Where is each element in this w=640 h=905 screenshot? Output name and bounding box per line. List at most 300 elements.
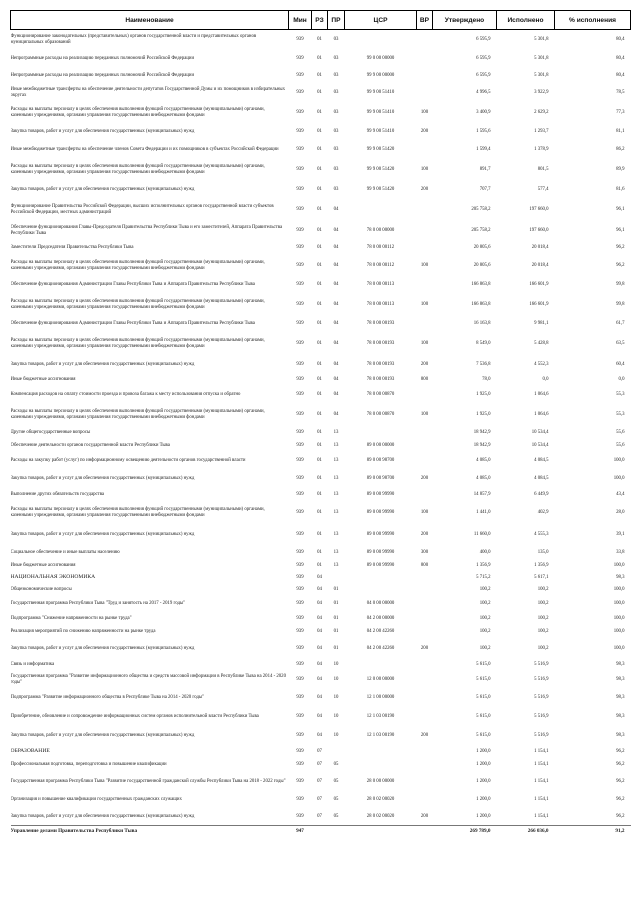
- row-vr: [417, 386, 433, 404]
- row-csr: 89 0 00 99990: [366, 563, 395, 569]
- table-row: [11, 640, 631, 659]
- row-name: Закупка товаров, работ и услуг для обеспечения государственных (муниципальных) нужд: [10, 732, 195, 738]
- row-pr: 13: [333, 476, 339, 482]
- row-vr: [417, 746, 433, 758]
- row-rz: 04: [317, 662, 322, 668]
- table-row: [11, 241, 631, 255]
- row-min: 947: [289, 826, 312, 838]
- row-approved: 4 996,5: [476, 90, 491, 96]
- row-csr: [345, 199, 417, 221]
- budget-execution-sheet: [10, 10, 630, 838]
- row-csr: [345, 826, 417, 838]
- row-min: 939: [296, 476, 304, 482]
- row-pr: 13: [333, 532, 339, 538]
- row-approved: 100,2: [479, 601, 491, 607]
- row-min: 939: [296, 646, 304, 652]
- row-min: 939: [296, 340, 304, 346]
- table-row: [11, 440, 631, 453]
- row-name: Подпрограмма "Снижение напряженности на рынке труда": [10, 615, 132, 621]
- row-executed: 5 516,9: [534, 677, 549, 683]
- col-header-percent: % исполнения: [555, 11, 631, 30]
- row-pr: 01: [333, 615, 339, 621]
- row-min: 939: [296, 532, 304, 538]
- row-pr: 13: [333, 509, 339, 515]
- table-row: [11, 102, 631, 124]
- table-row: [11, 758, 631, 773]
- row-pr: 10: [333, 662, 339, 668]
- row-rz: 01: [317, 55, 322, 61]
- row-name: Обеспечение функционирования Главы-Председателя Правительства Республики Тыва и его заместителей, Аппарата Правительства Республики Тыва: [10, 224, 283, 236]
- row-pr: 05: [333, 796, 339, 802]
- row-percent: 100,0: [613, 476, 625, 482]
- table-row: [11, 124, 631, 141]
- row-executed: 3 922,9: [534, 90, 549, 96]
- table-row: [11, 791, 631, 809]
- row-approved: 14 857,9: [473, 492, 491, 498]
- row-pr: 04: [333, 244, 339, 250]
- row-executed: 1 154,1: [534, 778, 549, 784]
- row-csr: 99 9 00 51420: [366, 146, 395, 152]
- table-row: [11, 809, 631, 826]
- row-min: 939: [296, 563, 304, 569]
- row-executed: 1 154,1: [534, 762, 549, 768]
- row-csr: 12 1 03 00190: [366, 732, 395, 738]
- row-pr: 03: [333, 129, 339, 135]
- row-name: Подпрограмма "Развитие информационного общества в Республике Тыва на 2014 - 2020 годы": [10, 695, 205, 701]
- row-approved: 100,2: [479, 586, 491, 592]
- row-csr: [345, 659, 417, 672]
- row-min: 939: [296, 73, 304, 79]
- row-vr: [417, 672, 433, 689]
- row-executed: 5 516,9: [534, 662, 549, 668]
- row-min: 939: [296, 90, 304, 96]
- row-executed: 197 660,0: [529, 227, 549, 233]
- row-pr: [328, 826, 345, 838]
- row-min: 939: [296, 244, 304, 250]
- row-vr: 100: [420, 340, 429, 346]
- table-row: [11, 141, 631, 159]
- row-pr: 10: [333, 677, 339, 683]
- row-min: 939: [296, 227, 304, 233]
- row-vr: [417, 85, 433, 102]
- row-csr: 78 0 00 00870: [366, 411, 395, 417]
- row-min: 939: [296, 748, 304, 754]
- row-csr: 78 0 00 00193: [366, 377, 395, 383]
- row-min: 939: [296, 109, 304, 115]
- row-name: Закупка товаров, работ и услуг для обеспечения государственных (муниципальных) нужд: [10, 186, 195, 192]
- row-name: Закупка товаров, работ и услуг для обеспечения государственных (муниципальных) нужд: [10, 476, 195, 482]
- row-pr: 01: [333, 646, 339, 652]
- row-name: Заместители Председателя Правительства Республики Тыва: [10, 244, 134, 250]
- col-header-rz: РЗ: [312, 11, 328, 30]
- row-csr: 89 0 00 00000: [366, 443, 395, 449]
- row-name: Профессиональная подготовка, переподготовка и повышение квалификации: [10, 762, 167, 768]
- row-percent: 55,6: [616, 443, 625, 449]
- row-name: Иные межбюджетные трансферты на обеспечение членов Совета Федерации и их помощников в субъектах Российской Федерации: [10, 146, 279, 152]
- row-rz: 01: [317, 411, 322, 417]
- row-executed: 4 552,3: [534, 361, 549, 367]
- row-executed: 5 301,8: [534, 73, 549, 79]
- table-row: [11, 524, 631, 547]
- table-row: [11, 277, 631, 294]
- row-percent: 86,2: [616, 146, 625, 152]
- row-rz: 04: [317, 575, 322, 581]
- row-executed: 20 018,4: [531, 262, 549, 268]
- row-pr: 03: [333, 146, 339, 152]
- row-min: 939: [296, 629, 304, 635]
- row-executed: 801,5: [537, 166, 549, 172]
- row-approved: 18 942,9: [473, 429, 491, 435]
- row-approved: 5 615,0: [476, 695, 491, 701]
- row-percent: 98,3: [616, 695, 625, 701]
- row-approved: 1 599,4: [476, 146, 491, 152]
- row-approved: 1 200,0: [476, 813, 491, 819]
- row-executed: 1 154,1: [534, 796, 549, 802]
- row-percent: 0,0: [618, 377, 625, 383]
- row-pr: 04: [333, 391, 339, 397]
- row-rz: 01: [317, 458, 322, 464]
- row-min: 939: [296, 615, 304, 621]
- row-approved: 205 758,2: [471, 227, 491, 233]
- row-csr: [345, 584, 417, 596]
- row-rz: 01: [317, 377, 322, 383]
- row-percent: 98,3: [616, 713, 625, 719]
- row-vr: [417, 221, 433, 241]
- row-min: 939: [296, 129, 304, 135]
- row-name: Организация и повышение квалификации государственных гражданских служащих: [10, 796, 182, 802]
- row-vr: [417, 141, 433, 159]
- budget-table: [10, 10, 631, 838]
- row-name: Расходы на выплаты персоналу в целях обеспечения выполнения функций государственными (муниципальными) органами, казенными учреждениями, органами управления государственными внебюджетными фондами: [10, 163, 265, 175]
- row-pr: 01: [333, 586, 339, 592]
- row-min: 939: [296, 321, 304, 327]
- row-executed: 5 516,9: [534, 695, 549, 701]
- row-executed: 1 293,7: [534, 129, 549, 135]
- row-percent: 78,5: [616, 90, 625, 96]
- row-name: Обеспечение функционирования Администрации Главы Республики Тыва и Аппарата Правительства Республики Тыва: [10, 321, 255, 327]
- row-min: 939: [296, 443, 304, 449]
- row-min: 939: [296, 732, 304, 738]
- row-rz: 04: [317, 629, 322, 635]
- row-pr: 04: [333, 361, 339, 367]
- table-row: [11, 613, 631, 625]
- row-min: 939: [296, 282, 304, 288]
- row-min: 939: [296, 796, 304, 802]
- row-name: Расходы на выплаты персоналу в целях обеспечения выполнения функций государственными (муниципальными) органами, казенными учреждениями, органами управления государственными внебюджетными фондами: [10, 408, 265, 420]
- row-vr: 200: [420, 813, 429, 819]
- row-approved: 20 805,6: [473, 244, 491, 250]
- row-vr: 100: [420, 109, 429, 115]
- row-csr: 04 0 00 00000: [366, 601, 395, 607]
- row-csr: 99 9 00 51410: [366, 90, 395, 96]
- row-csr: 28 0 02 00020: [366, 813, 395, 819]
- row-rz: 01: [317, 550, 322, 556]
- row-min: 939: [296, 586, 304, 592]
- row-percent: 55,3: [616, 391, 625, 397]
- row-rz: 07: [317, 778, 322, 784]
- row-csr: 89 0 00 99990: [366, 509, 395, 515]
- row-approved: 1 925,0: [476, 411, 491, 417]
- row-name: Иные бюджетные ассигнования: [10, 377, 76, 383]
- row-csr: 89 0 00 99990: [366, 550, 395, 556]
- table-row: [11, 659, 631, 672]
- row-rz: 01: [317, 492, 322, 498]
- col-header-pr: ПР: [328, 11, 345, 30]
- row-approved: 100,2: [479, 646, 491, 652]
- table-row: [11, 625, 631, 640]
- row-executed: 100,2: [537, 646, 549, 652]
- row-percent: 99,8: [616, 301, 625, 307]
- row-approved: 100,2: [479, 615, 491, 621]
- table-row: [11, 584, 631, 596]
- row-min: 939: [296, 695, 304, 701]
- row-pr: 13: [333, 458, 339, 464]
- row-min: 939: [296, 411, 304, 417]
- table-row: [11, 316, 631, 333]
- row-min: 939: [296, 361, 304, 367]
- row-vr: [417, 573, 433, 584]
- row-min: 939: [296, 262, 304, 268]
- row-approved: 1 441,0: [476, 509, 491, 515]
- row-vr: [417, 708, 433, 726]
- row-min: 939: [296, 206, 304, 212]
- row-min: 939: [296, 166, 304, 172]
- row-vr: [417, 659, 433, 672]
- row-pr: 13: [333, 429, 339, 435]
- row-csr: 99 9 00 51420: [366, 186, 395, 192]
- row-name: Функционирование Правительства Российской Федерации, высших исполнительных органов государственной власти субъектов Российской Федерации, местных администраций: [10, 203, 274, 215]
- row-rz: 01: [317, 532, 322, 538]
- row-percent: 63,5: [616, 340, 625, 346]
- row-percent: 33,8: [616, 550, 625, 556]
- row-rz: 01: [317, 166, 322, 172]
- row-executed: 5 428,8: [534, 340, 549, 346]
- row-vr: 100: [420, 301, 429, 307]
- row-executed: 577,4: [537, 186, 549, 192]
- row-executed: 266 036,0: [497, 826, 555, 838]
- col-header-vr: ВР: [417, 11, 433, 30]
- row-name: Иные бюджетные ассигнования: [10, 563, 76, 569]
- row-pr: 04: [333, 206, 339, 212]
- row-vr: [417, 758, 433, 773]
- table-row: [11, 159, 631, 181]
- row-rz: 01: [317, 476, 322, 482]
- row-approved: 166 863,8: [471, 301, 491, 307]
- row-executed: 4 555,3: [534, 532, 549, 538]
- row-approved: 100,2: [479, 629, 491, 635]
- row-name: Непрограммные расходы на реализацию переданных полномочий Российской Федерации: [10, 55, 195, 61]
- table-row: [11, 375, 631, 386]
- row-vr: 300: [420, 550, 429, 556]
- row-pr: 01: [333, 629, 339, 635]
- row-pr: 13: [333, 563, 339, 569]
- col-header-csr: ЦСР: [345, 11, 417, 30]
- row-vr: 200: [420, 732, 429, 738]
- row-approved: 1 200,0: [476, 796, 491, 802]
- row-pr: 10: [333, 713, 339, 719]
- row-min: 939: [296, 762, 304, 768]
- row-approved: 6 595,9: [476, 36, 491, 42]
- row-min: 939: [296, 575, 304, 581]
- table-body: [11, 30, 631, 838]
- row-pr: 03: [333, 166, 339, 172]
- row-name: Компенсация расходов на оплату стоимости проезда и провоза багажа к месту использования отпуска и обратно: [10, 391, 241, 397]
- row-min: 939: [296, 377, 304, 383]
- table-row: [11, 386, 631, 404]
- row-vr: 800: [420, 563, 429, 569]
- row-min: 939: [296, 55, 304, 61]
- row-approved: 1 925,0: [476, 391, 491, 397]
- row-executed: 5 516,9: [534, 713, 549, 719]
- row-vr: 100: [420, 411, 429, 417]
- row-executed: 1 064,6: [534, 391, 549, 397]
- row-vr: [417, 277, 433, 294]
- row-pr: 05: [333, 762, 339, 768]
- row-percent: 89,9: [616, 166, 625, 172]
- row-percent: 96,2: [616, 778, 625, 784]
- row-name: Расходы на выплаты персоналу в целях обеспечения выполнения функций государственными (муниципальными) органами, казенными учреждениями, органами управления государственными внебюджетными фондами: [10, 506, 265, 518]
- row-vr: 200: [420, 361, 429, 367]
- row-executed: 100,2: [537, 586, 549, 592]
- col-header-min: Мин: [289, 11, 312, 30]
- table-row: [11, 708, 631, 726]
- row-rz: 01: [317, 262, 322, 268]
- row-percent: 99,8: [616, 282, 625, 288]
- row-percent: 61,7: [616, 321, 625, 327]
- row-pr: 04: [333, 301, 339, 307]
- row-rz: 01: [317, 361, 322, 367]
- row-executed: 5 301,8: [534, 36, 549, 42]
- row-percent: 96,2: [616, 813, 625, 819]
- row-rz: 01: [317, 429, 322, 435]
- row-name: Расходы на выплаты персоналу в целях обеспечения выполнения функций государственными (муниципальными) органами, казенными учреждениями, органами управления государственными внебюджетными фондами: [10, 337, 265, 349]
- row-vr: [417, 584, 433, 596]
- row-executed: 6 449,9: [534, 492, 549, 498]
- row-name: Функционирование законодательных (представительных) органов государственной власти и представительных органов муниципальных образований: [10, 34, 257, 45]
- row-percent: 77,3: [616, 109, 625, 115]
- row-vr: [417, 199, 433, 221]
- row-executed: 0,0: [542, 377, 549, 383]
- table-row: [11, 726, 631, 746]
- table-row: [11, 689, 631, 708]
- row-csr: [345, 30, 417, 50]
- row-executed: 166 601,9: [529, 301, 549, 307]
- row-name: Управление делами Правительства Республики Тыва: [11, 826, 289, 838]
- row-name: Государственная программа Республики Тыва "Труд и занятость на 2017 - 2019 годы": [10, 601, 186, 607]
- row-executed: 4 084,5: [534, 458, 549, 464]
- row-approved: 1 200,0: [476, 748, 491, 754]
- row-name: Общеэкономические вопросы: [10, 586, 72, 592]
- row-csr: 89 0 00 98700: [366, 458, 395, 464]
- row-executed: 5 617,1: [534, 575, 549, 581]
- row-name: Государственная программа "Развитие информационного общества и средств массовой информации в Республике Тыва на 2014 - 2020 годы": [10, 674, 286, 685]
- row-executed: 10 534,4: [531, 443, 549, 449]
- row-name: Расходы на выплаты персоналу в целях обеспечения выполнения функций государственными (муниципальными) органами, казенными учреждениями, органами управления государственными внебюджетными фондами: [10, 259, 265, 271]
- row-executed: 100,2: [537, 629, 549, 635]
- row-csr: 12 0 00 00000: [366, 677, 395, 683]
- row-name: Закупка товаров, работ и услуг для обеспечения государственных (муниципальных) нужд: [10, 532, 195, 538]
- row-approved: 891,7: [479, 166, 491, 172]
- row-vr: [417, 241, 433, 255]
- row-csr: 78 0 00 00870: [366, 391, 395, 397]
- row-rz: 01: [317, 129, 322, 135]
- row-csr: 99 9 00 51410: [366, 109, 395, 115]
- row-vr: [417, 625, 433, 640]
- table-row: [11, 547, 631, 560]
- row-percent: 80,4: [616, 36, 625, 42]
- row-min: 939: [296, 36, 304, 42]
- table-row: [11, 489, 631, 502]
- row-name: Социальное обеспечение и иные выплаты населению: [10, 550, 120, 556]
- row-percent: 100,0: [613, 646, 625, 652]
- row-vr: [417, 689, 433, 708]
- row-percent: 96,2: [616, 762, 625, 768]
- row-vr: 200: [420, 186, 429, 192]
- row-vr: [417, 596, 433, 613]
- row-min: 939: [296, 458, 304, 464]
- row-rz: 04: [317, 732, 322, 738]
- row-rz: 01: [317, 563, 322, 569]
- col-header-name: Наименование: [11, 11, 289, 30]
- row-rz: 04: [317, 586, 322, 592]
- row-vr: [417, 316, 433, 333]
- row-approved: 1 200,0: [476, 762, 491, 768]
- row-vr: [417, 773, 433, 791]
- row-name: Реализация мероприятий по снижению напряженности на рынке труда: [10, 629, 156, 635]
- row-percent: 96,2: [616, 796, 625, 802]
- row-approved: 1 595,6: [476, 129, 491, 135]
- row-min: 939: [296, 713, 304, 719]
- row-csr: [345, 746, 417, 758]
- row-executed: 197 660,0: [529, 206, 549, 212]
- row-vr: 200: [420, 646, 429, 652]
- row-name: Закупка товаров, работ и услуг для обеспечения государственных (муниципальных) нужд: [10, 361, 195, 367]
- row-rz: [312, 826, 328, 838]
- row-min: 939: [296, 492, 304, 498]
- table-row: [11, 404, 631, 426]
- table-row: [11, 333, 631, 355]
- row-executed: 402,9: [537, 509, 549, 515]
- row-approved: 5 615,0: [476, 713, 491, 719]
- row-vr: 100: [420, 509, 429, 515]
- row-csr: 78 0 00 00193: [366, 340, 395, 346]
- row-percent: 98,3: [616, 732, 625, 738]
- row-vr: [417, 453, 433, 470]
- row-csr: 99 9 00 51420: [366, 166, 395, 172]
- table-row: [11, 50, 631, 68]
- row-name: Расходы на закупку работ (услуг) по информационному освещению деятельности органов государственной власти: [10, 458, 246, 464]
- row-vr: 800: [420, 377, 429, 383]
- row-executed: 4 084,5: [534, 476, 549, 482]
- row-rz: 01: [317, 391, 322, 397]
- row-csr: [345, 426, 417, 440]
- row-rz: 07: [317, 762, 322, 768]
- row-min: 939: [296, 391, 304, 397]
- row-rz: 01: [317, 90, 322, 96]
- row-percent: 91,2: [555, 826, 631, 838]
- row-csr: 89 0 00 98700: [366, 476, 395, 482]
- row-pr: [328, 573, 345, 584]
- row-vr: 200: [420, 532, 429, 538]
- row-approved: 1 356,9: [476, 563, 491, 569]
- row-approved: 4 085,0: [476, 476, 491, 482]
- table-row: [11, 68, 631, 85]
- row-percent: 100,0: [613, 601, 625, 607]
- row-vr: [417, 826, 433, 838]
- row-rz: 01: [317, 36, 322, 42]
- row-vr: [417, 613, 433, 625]
- row-rz: 04: [317, 713, 322, 719]
